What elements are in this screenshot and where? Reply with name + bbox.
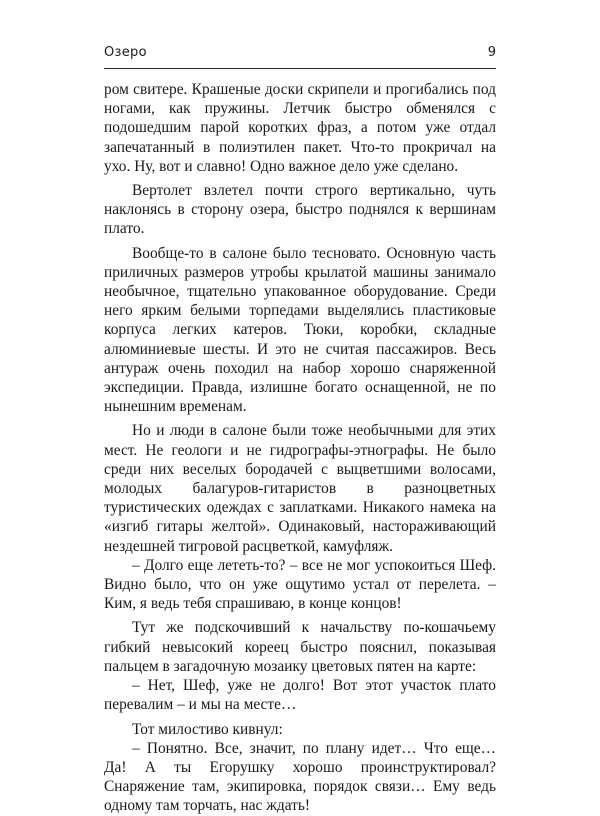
body-text: [104, 80, 496, 816]
header-rule: [104, 68, 496, 69]
paragraph: – Долго еще лететь-то? – все не мог успокоиться Шеф. Видно было, что он уже ощутимо устал от перелета. – Ким, я ведь тебя спрашиваю, в конце концов!: [104, 556, 496, 613]
running-head: [104, 45, 496, 65]
paragraph: Вообще-то в салоне было тесновато. Основную часть приличных размеров утробы крылатой машины занимало необычное, тщательно упакованное оборудование. Среди него ярким белыми торпедами выделялись пластиковые корпуса легких катеров. Тюки, коробки, складные алюминиевые шесты. И это не считая пассажиров. Весь антураж очень походил на набор хорошо снаряженной экспедиции. Правда, излишне богато оснащенной, не по нынешним временам.: [104, 244, 496, 416]
paragraph: – Понятно. Все, значит, по плану идет… Что еще… Да! А ты Егорушку хорошо проинструктировал? Снаряжение там, экипировка, порядок связи… Ему ведь одному там торчать, нас ждать!: [104, 739, 496, 815]
paragraph: Тот милостиво кивнул:: [132, 720, 283, 738]
paragraph: Тут же подскочивший к начальству по-кошачьему гибкий невысокий кореец быстро пояснил, показывая пальцем в загадочную мозаику цветовых пятен на карте:: [104, 619, 496, 675]
paragraph: – Нет, Шеф, уже не долго! Вот этот участок плато перевалим – и мы на месте…: [104, 677, 496, 714]
paragraph: Вертолет взлетел почти строго вертикально, чуть наклонясь в сторону озера, быстро поднялся к вершинам плато.: [104, 182, 496, 238]
paragraph: ром свитере. Крашеные доски скрипели и прогибались под ногами, как пружины. Летчик быстро обменялся с подошедшим парой коротких фраз, а потом уже отдал запечатанный в полиэтилен пакет. Что-то прокричал на ухо. Ну, вот и славно! Одно важное дело уже сделано.: [104, 81, 496, 175]
paragraph: Но и люди в салоне были тоже необычными для этих мест. Не геологи и не гидрографы-этнографы. Не было среди них веселых бородачей с выцветшими волосами, молодых балагуров-гитаристов в разноцветных туристических одеждах с заплатками. Никакого намека на «изгиб гитары желтой». Одинаковый, настораживающий нездешней тигровой расцветкой, камуфляж.: [104, 422, 496, 555]
page-number: 9: [487, 45, 496, 60]
chapter-title: Озеро: [104, 45, 147, 60]
